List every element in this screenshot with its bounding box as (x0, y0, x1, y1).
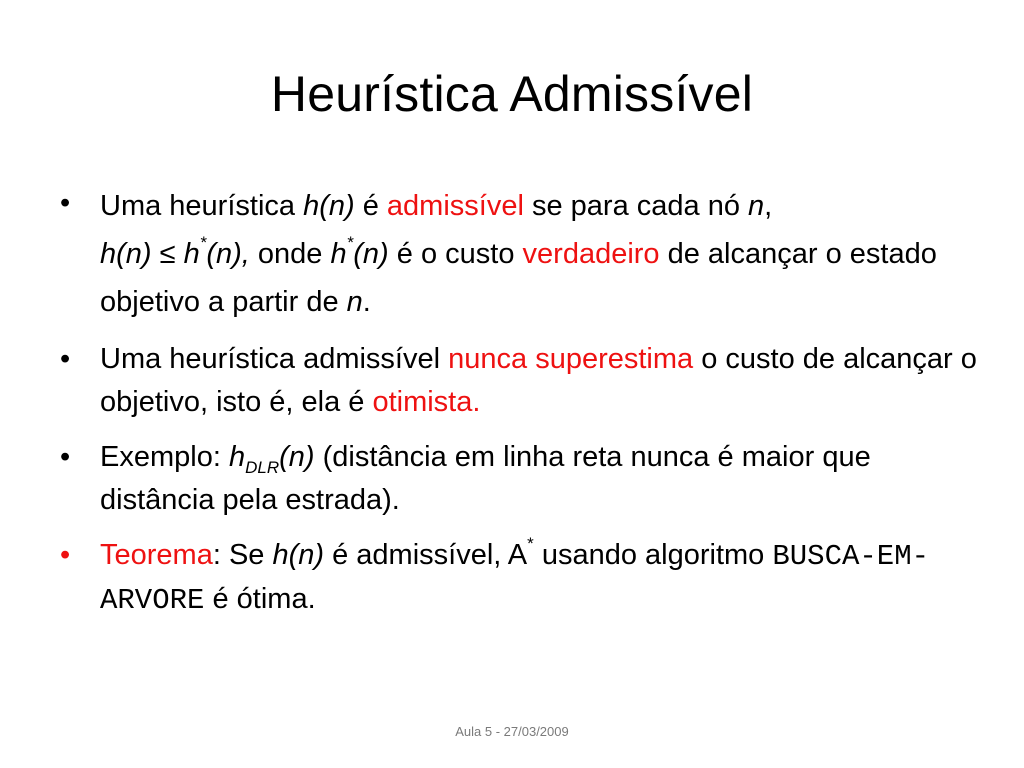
slide-footer: Aula 5 - 27/03/2009 (455, 724, 569, 739)
math-n-paren: (n) (353, 238, 389, 270)
bullet-item-example (58, 436, 978, 522)
highlight-admissivel: admissível (386, 190, 524, 222)
algorithm-name: BUSCA-EM-ARVORE (100, 540, 930, 617)
bullet-item-theorem (58, 534, 978, 622)
bullet-list (58, 182, 978, 634)
text-run: . (362, 286, 371, 318)
math-h: h (228, 441, 246, 473)
highlight-nunca-superestima: nunca superestima (448, 343, 694, 375)
math-star: * (527, 534, 534, 554)
bullet-icon: • (60, 441, 71, 473)
text-run: onde (249, 238, 331, 270)
text-run: de alcançar o estado objetivo a partir de (100, 238, 937, 318)
bullet-item-admissible-definition (58, 182, 978, 326)
text-run: , (764, 190, 773, 222)
bullet-text (100, 534, 930, 617)
math-h: h (330, 238, 347, 270)
text-run: Uma heurística admissível (100, 343, 449, 375)
text-run: é admissível, A (324, 539, 528, 571)
text-run: é o custo (388, 238, 523, 270)
highlight-teorema: Teorema (100, 539, 213, 571)
text-run: é ótima. (204, 583, 316, 615)
bullet-item-never-overestimates (58, 338, 978, 424)
math-hn: h(n) (303, 190, 355, 222)
bullet-text (100, 343, 977, 418)
text-run: Exemplo: (100, 441, 229, 473)
math-n-close: (n), (206, 238, 250, 270)
bullet-icon: • (60, 343, 71, 375)
math-subscript-dlr: DLR (245, 457, 280, 477)
math-star: * (346, 233, 354, 253)
text-run: Uma heurística (100, 190, 304, 222)
math-hn: h(n) (272, 539, 325, 571)
text-run: se para cada nó (523, 190, 749, 222)
highlight-otimista: otimista. (372, 386, 481, 418)
math-n: n (748, 190, 765, 222)
bullet-text (100, 190, 937, 318)
slide-title: Heurística Admissível (270, 66, 754, 122)
text-run: o custo de alcançar o objetivo, isto é, ela é (100, 343, 977, 418)
text-run: (distância em linha reta nunca é maior que distância pela estrada). (100, 441, 871, 516)
text-run: : Se (212, 539, 273, 571)
text-run: usando algoritmo (533, 539, 773, 571)
bullet-text (100, 441, 871, 516)
math-inequality: h(n) ≤ h (100, 238, 200, 270)
math-star: * (199, 233, 207, 253)
bullet-icon: • (60, 539, 71, 571)
highlight-verdadeiro: verdadeiro (522, 238, 660, 270)
bullet-icon: • (60, 187, 71, 219)
math-n: n (346, 286, 363, 318)
math-n-paren: (n) (279, 441, 315, 473)
text-run: é (354, 190, 387, 222)
